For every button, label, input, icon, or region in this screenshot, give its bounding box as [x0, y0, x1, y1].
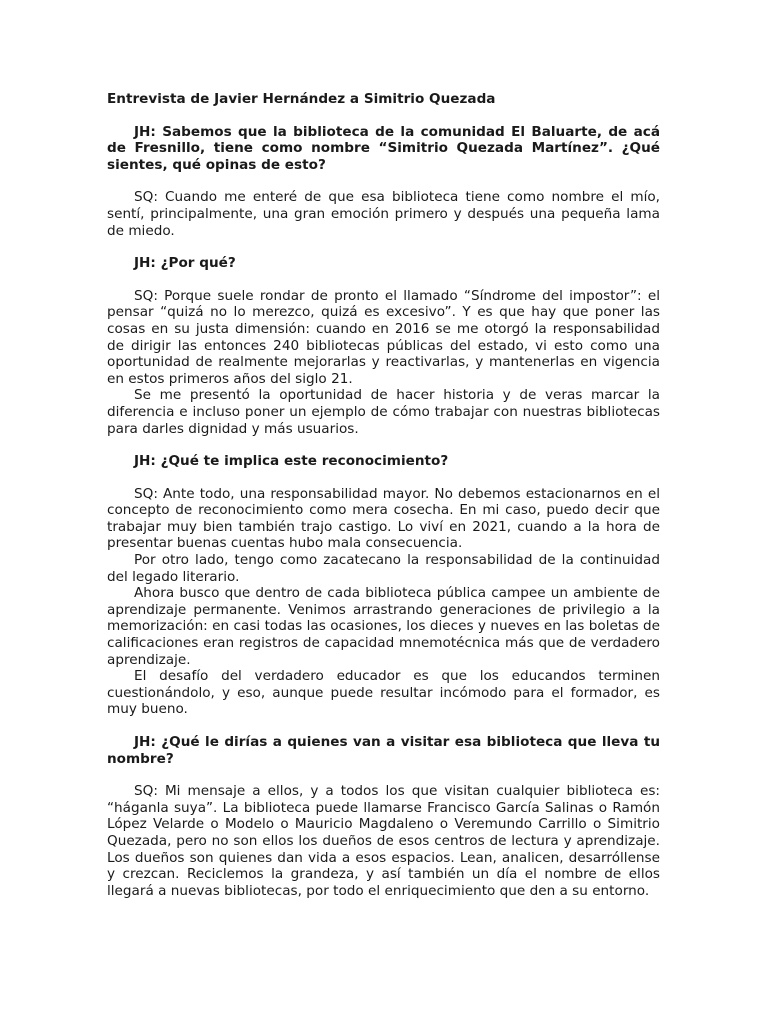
answer-3: [107, 486, 660, 718]
question-4: JH: ¿Qué le dirías a quienes van a visitar esa biblioteca que lleva tu nombre?: [107, 734, 660, 767]
answer-paragraph: Ahora busco que dentro de cada biblioteca pública campee un ambiente de aprendizaje permanente. Venimos arrastrando generaciones de privilegio a la memorización: en casi todas las ocasiones, los dieces y nueves en las boletas de calificaciones eran registros de capacidad mnemotécnica más que de verdadero aprendizaje.: [107, 585, 660, 668]
answer-4: [107, 783, 660, 899]
document-page: [107, 91, 660, 915]
answer-paragraph: SQ: Cuando me enteré de que esa biblioteca tiene como nombre el mío, sentí, principalmente, una gran emoción primero y después una pequeña lama de miedo.: [107, 189, 660, 239]
answer-paragraph: SQ: Ante todo, una responsabilidad mayor. No debemos estacionarnos en el concepto de reconocimiento como mera cosecha. En mi caso, puedo decir que trabajar muy bien también trajo castigo. Lo viví en 2021, cuando a la hora de presentar buenas cuentas hubo mala consecuencia.: [107, 485, 660, 552]
answer-2: [107, 288, 660, 437]
answer-paragraph: SQ: Porque suele rondar de pronto el llamado “Síndrome del impostor”: el pensar “quizá no lo merezco, quizá es excesivo”. Y es que hay que poner las cosas en su justa dimensión: cuando en 2016 se me otorgó la responsabilidad de dirigir las entonces 240 bibliotecas públicas del estado, vi esto como una oportunidad de realmente mejorarlas y reactivarlas, y mantenerlas en vigencia en estos primeros años del siglo 21.: [107, 287, 660, 387]
answer-paragraph: Por otro lado, tengo como zacatecano la responsabilidad de la continuidad del legado literario.: [107, 552, 660, 585]
answer-paragraph: El desafío del verdadero educador es que los educandos terminen cuestionándolo, y eso, aunque puede resultar incómodo para el formador, es muy bueno.: [107, 668, 660, 718]
question-2: JH: ¿Por qué?: [134, 255, 236, 272]
document-title: Entrevista de Javier Hernández a Simitrio Quezada: [107, 91, 496, 107]
answer-paragraph: SQ: Mi mensaje a ellos, y a todos los que visitan cualquier biblioteca es: “háganla suya”. La biblioteca puede llamarse Francisco García Salinas o Ramón López Velarde o Modelo o Mauricio Magdaleno o Veremundo Carrillo o Simitrio Quezada, pero no son ellos los dueños de esos centros de lectura y aprendizaje. Los dueños son quienes dan vida a esos espacios. Lean, analicen, desarróllense y crezcan. Reciclemos la grandeza, y así también un día el nombre de ellos llegará a nuevas bibliotecas, por todo el enriquecimiento que den a su entorno.: [107, 783, 660, 899]
question-3: JH: ¿Qué te implica este reconocimiento?: [134, 453, 449, 470]
answer-paragraph: Se me presentó la oportunidad de hacer historia y de veras marcar la diferencia e incluso poner un ejemplo de cómo trabajar con nuestras bibliotecas para darles dignidad y más usuarios.: [107, 387, 660, 437]
question-1: JH: Sabemos que la biblioteca de la comunidad El Baluarte, de acá de Fresnillo, tiene como nombre “Simitrio Quezada Martínez”. ¿Qué sientes, qué opinas de esto?: [107, 123, 660, 173]
answer-1: [107, 189, 660, 239]
